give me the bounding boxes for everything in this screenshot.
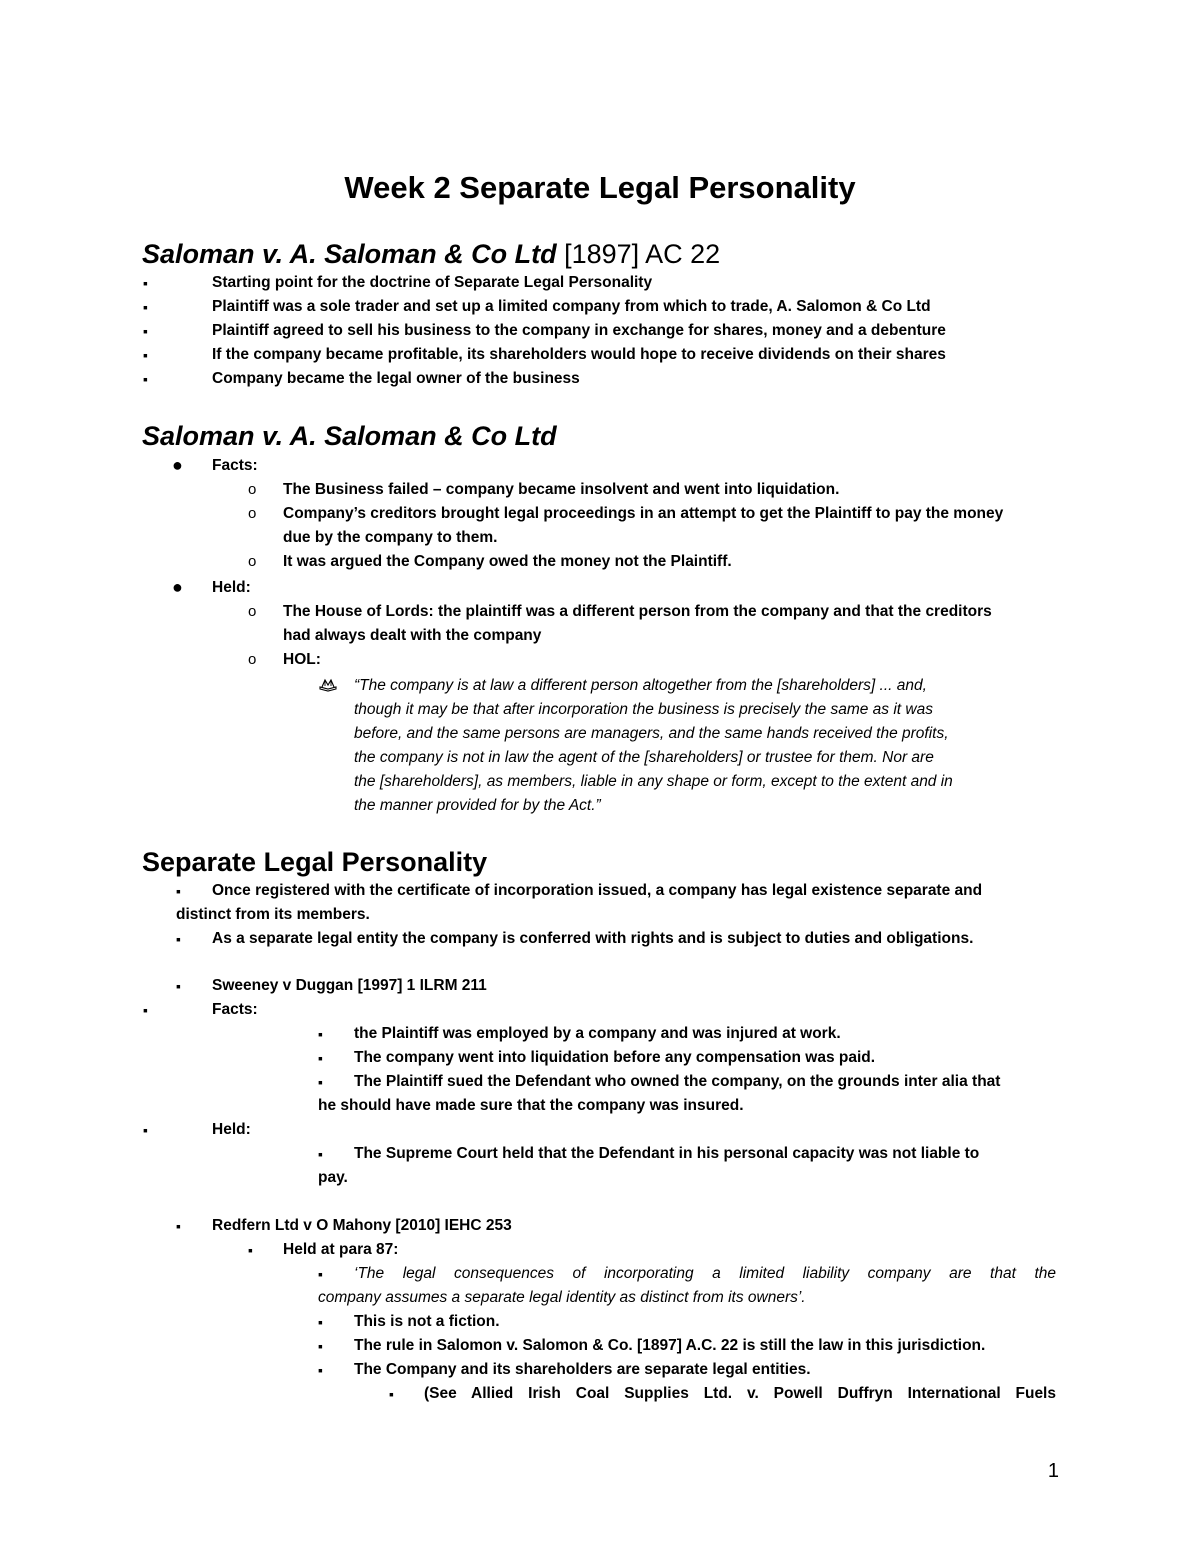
bullet-marker: ▪ (318, 1338, 323, 1354)
case-name-redfern: Redfern Ltd v O Mahony [2010] IEHC 253 (212, 1217, 512, 1234)
quote-line: the manner provided for by the Act.” (354, 797, 601, 814)
bullet-marker: ▪ (318, 1026, 323, 1042)
list-item-continuation: had always dealt with the company (283, 627, 542, 644)
facts-label: Facts: (212, 1001, 258, 1018)
case-name: Saloman v. A. Saloman & Co Ltd (142, 421, 557, 451)
facts-label: Facts: (212, 457, 258, 474)
list-item: The Business failed – company became insolvent and went into liquidation. (283, 481, 840, 498)
bullet-marker: ▪ (143, 1002, 148, 1018)
list-item: Once registered with the certificate of incorporation issued, a company has legal existence separate and (212, 882, 983, 899)
quote-line: before, and the same persons are managers, and the same hands received the profits, (354, 725, 949, 742)
list-item-continuation: pay. (318, 1169, 348, 1186)
case-name: Saloman v. A. Saloman & Co Ltd (142, 239, 557, 269)
list-item: The Plaintiff sued the Defendant who owned the company, on the grounds inter alia that (354, 1073, 1001, 1090)
bullet-marker: ▪ (143, 347, 148, 363)
list-item-continuation: distinct from its members. (176, 906, 370, 923)
case-citation: [1897] AC 22 (556, 239, 721, 269)
list-item-continuation: he should have made sure that the company was insured. (318, 1097, 744, 1114)
list-item: As a separate legal entity the company is conferred with rights and is subject to duties and obligations. (212, 930, 974, 947)
bullet-marker: ▪ (176, 978, 181, 994)
bullet-marker: o (248, 505, 257, 522)
held-label: Held: (212, 1121, 251, 1138)
bullet-marker: ● (172, 577, 183, 597)
section-heading-separate-legal-personality: Separate Legal Personality (142, 847, 488, 877)
list-item: The Supreme Court held that the Defendant in his personal capacity was not liable to (354, 1145, 980, 1162)
quote-line: the [shareholders], as members, liable in any shape or form, except to the extent and in (354, 773, 953, 790)
list-item: Company became the legal owner of the business (212, 370, 580, 387)
list-item: It was argued the Company owed the money not the Plaintiff. (283, 553, 732, 570)
bullet-marker: ▪ (143, 275, 148, 291)
page-title: Week 2 Separate Legal Personality (344, 170, 856, 205)
bullet-marker: ▪ (318, 1146, 323, 1162)
list-item: Company’s creditors brought legal proceedings in an attempt to get the Plaintiff to pay the money (283, 505, 1004, 522)
bullet-marker: ▪ (176, 931, 181, 947)
bullet-marker: ▪ (318, 1314, 323, 1330)
bullet-marker: ▪ (143, 323, 148, 339)
list-item: Plaintiff was a sole trader and set up a limited company from which to trade, A. Salomon & Co Ltd (212, 298, 931, 315)
case-name-sweeney: Sweeney v Duggan [1997] 1 ILRM 211 (212, 977, 487, 994)
section-heading-salomon (142, 418, 557, 454)
page-number: 1 (1047, 1460, 1059, 1482)
list-item: The rule in Salomon v. Salomon & Co. [1897] A.C. 22 is still the law in this jurisdiction. (354, 1337, 986, 1354)
bullet-marker: ▪ (389, 1386, 394, 1402)
held-label: Held: (212, 579, 251, 596)
list-item: The Company and its shareholders are separate legal entities. (354, 1361, 811, 1378)
bullet-marker: ▪ (318, 1074, 323, 1090)
bullet-marker: ▪ (318, 1050, 323, 1066)
list-item: the Plaintiff was employed by a company and was injured at work. (354, 1025, 841, 1042)
list-item-continuation: due by the company to them. (283, 529, 498, 546)
bullet-marker: ▪ (143, 299, 148, 315)
section-heading-salomon-citation (142, 236, 720, 272)
list-item: This is not a fiction. (354, 1313, 500, 1330)
book-icon (319, 677, 337, 693)
bullet-marker: ● (172, 455, 183, 475)
bullet-marker: ▪ (176, 883, 181, 899)
bullet-marker: o (248, 603, 257, 620)
list-item: The House of Lords: the plaintiff was a different person from the company and that the creditors (283, 603, 992, 620)
list-item: The company went into liquidation before any compensation was paid. (354, 1049, 876, 1066)
bullet-marker: o (248, 553, 257, 570)
held-label: Held at para 87: (283, 1241, 399, 1258)
list-item: (See Allied Irish Coal Supplies Ltd. v. Powell Duffryn International Fuels (424, 1385, 1056, 1402)
bullet-marker: ▪ (176, 1218, 181, 1234)
bullet-marker: ▪ (143, 1122, 148, 1138)
bullet-marker: o (248, 481, 257, 498)
bullet-marker: ▪ (318, 1362, 323, 1378)
quote-line: the company is not in law the agent of the [shareholders] or trustee for them. Nor are (354, 749, 934, 766)
bullet-marker: ▪ (248, 1242, 253, 1258)
list-item: Plaintiff agreed to sell his business to the company in exchange for shares, money and a debenture (212, 322, 946, 339)
quote-line: “The company is at law a different person altogether from the [shareholders] ... and, (354, 677, 927, 694)
bullet-marker: ▪ (318, 1266, 323, 1282)
bullet-marker: ▪ (143, 371, 148, 387)
list-item: Starting point for the doctrine of Separate Legal Personality (212, 274, 653, 291)
list-item: If the company became profitable, its shareholders would hope to receive dividends on their shares (212, 346, 946, 363)
quote-line: ‘The legal consequences of incorporating a limited liability company are that the (354, 1265, 1056, 1282)
quote-line: though it may be that after incorporation the business is precisely the same as it was (354, 701, 933, 718)
quote-line: company assumes a separate legal identity as distinct from its owners’. (318, 1289, 806, 1306)
list-item: HOL: (283, 651, 321, 668)
bullet-marker: o (248, 651, 257, 668)
